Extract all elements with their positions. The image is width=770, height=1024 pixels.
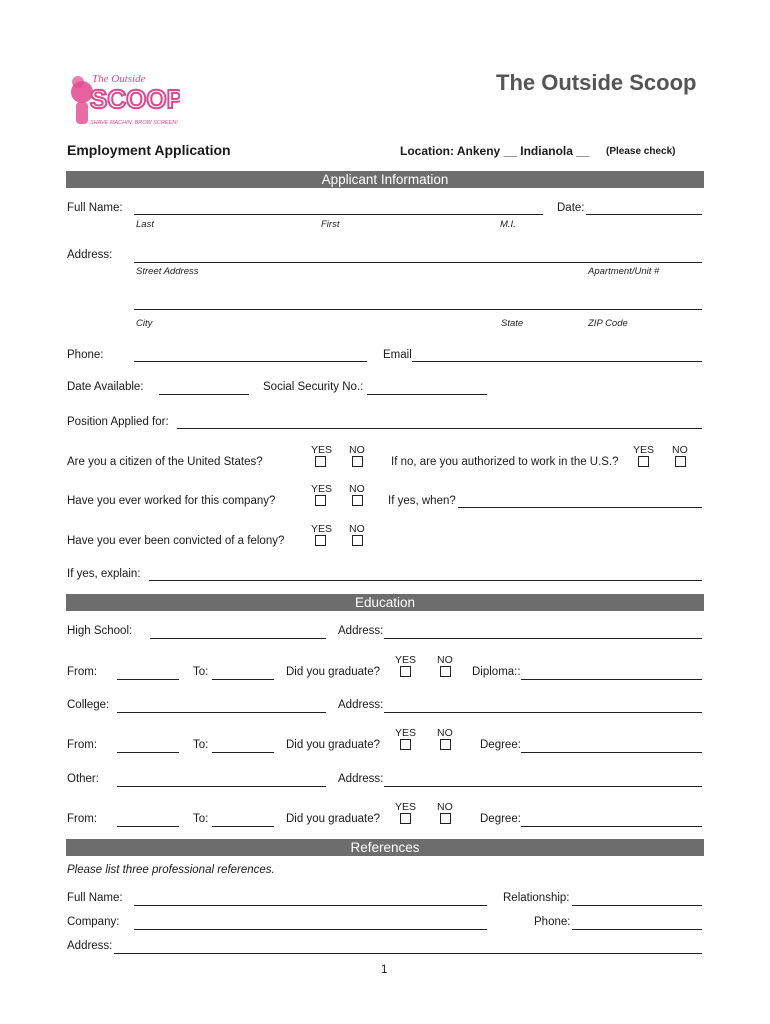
ref-company-label: Company: <box>67 916 120 928</box>
company-logo <box>68 68 180 130</box>
felony-question: Have you ever been convicted of a felony? <box>67 535 285 547</box>
location-label: Location: Ankeny __ Indianola __ <box>400 144 590 158</box>
college-to-field[interactable] <box>212 752 274 753</box>
college-to-label: To: <box>193 739 209 751</box>
logo-tagline: SHAVE MACHIN, BROW SCREEN! <box>90 120 178 126</box>
other-address-label: Address: <box>338 773 384 785</box>
hs-no-checkbox[interactable] <box>440 666 451 677</box>
hs-to-field[interactable] <box>212 679 274 680</box>
ref-address-label: Address: <box>67 940 113 952</box>
address-label: Address: <box>67 249 113 261</box>
worked-question: Have you ever worked for this company? <box>67 495 276 507</box>
authorized-yes-label: YES <box>633 444 655 456</box>
other-yes-label: YES <box>395 801 417 813</box>
explain-label: If yes, explain: <box>67 568 141 580</box>
phone-label: Phone: <box>67 349 104 361</box>
form-title: Employment Application <box>67 142 231 158</box>
ref-phone-field[interactable] <box>572 929 702 930</box>
diploma-field[interactable] <box>521 679 702 680</box>
other-to-field[interactable] <box>212 826 274 827</box>
college-degree-field[interactable] <box>521 752 702 753</box>
other-label: Other: <box>67 773 99 785</box>
ref-address-field[interactable] <box>114 953 702 954</box>
ref-company-field[interactable] <box>134 929 487 930</box>
college-yes-checkbox[interactable] <box>400 739 411 750</box>
college-yes-label: YES <box>395 727 417 739</box>
felony-no-label: NO <box>349 523 365 535</box>
logo-main-text: SCOOP <box>90 84 180 114</box>
authorized-question: If no, are you authorized to work in the U.S.? <box>391 456 619 468</box>
other-field[interactable] <box>117 786 326 787</box>
when-field[interactable] <box>458 507 702 508</box>
full-name-field[interactable] <box>134 214 543 215</box>
ref-phone-label: Phone: <box>534 916 571 928</box>
caption-mi: M.I. <box>500 219 516 230</box>
college-graduate-question: Did you graduate? <box>286 739 380 751</box>
ref-relationship-field[interactable] <box>572 905 702 906</box>
other-degree-label: Degree: <box>480 813 521 825</box>
other-from-label: From: <box>67 813 98 825</box>
citizen-no-label: NO <box>349 444 365 456</box>
date-available-field[interactable] <box>159 394 249 395</box>
email-label: Email <box>383 349 412 361</box>
section-references-header: References <box>66 839 704 856</box>
caption-first: First <box>321 219 340 230</box>
college-from-label: From: <box>67 739 98 751</box>
authorized-yes-checkbox[interactable] <box>638 456 649 467</box>
caption-zip: ZIP Code <box>588 318 628 329</box>
full-name-label: Full Name: <box>67 202 123 214</box>
high-school-field[interactable] <box>150 638 326 639</box>
hs-from-field[interactable] <box>117 679 179 680</box>
college-degree-label: Degree: <box>480 739 521 751</box>
college-label: College: <box>67 699 110 711</box>
authorized-no-checkbox[interactable] <box>675 456 686 467</box>
company-title: The Outside Scoop <box>496 70 697 95</box>
date-field[interactable] <box>586 214 702 215</box>
college-no-label: NO <box>437 727 453 739</box>
caption-city: City <box>136 318 153 329</box>
city-state-zip-field[interactable] <box>134 309 702 310</box>
section-education-header: Education <box>66 594 704 611</box>
section-applicant-header: Applicant Information <box>66 171 704 188</box>
citizen-no-checkbox[interactable] <box>352 456 363 467</box>
hs-from-label: From: <box>67 666 98 678</box>
felony-yes-label: YES <box>311 523 333 535</box>
other-graduate-question: Did you graduate? <box>286 813 380 825</box>
caption-street: Street Address <box>136 266 199 277</box>
citizen-yes-label: YES <box>311 444 333 456</box>
caption-state: State <box>501 318 524 329</box>
hs-to-label: To: <box>193 666 209 678</box>
ref-full-name-field[interactable] <box>134 905 487 906</box>
hs-no-label: NO <box>437 654 453 666</box>
high-school-label: High School: <box>67 625 133 637</box>
felony-no-checkbox[interactable] <box>352 535 363 546</box>
hs-yes-label: YES <box>395 654 417 666</box>
street-address-field[interactable] <box>134 262 702 263</box>
college-field[interactable] <box>117 712 326 713</box>
college-address-field[interactable] <box>384 712 702 713</box>
hs-yes-checkbox[interactable] <box>400 666 411 677</box>
ref-full-name-label: Full Name: <box>67 892 123 904</box>
position-field[interactable] <box>177 428 702 429</box>
other-to-label: To: <box>193 813 209 825</box>
explain-field[interactable] <box>149 580 702 581</box>
other-no-checkbox[interactable] <box>440 813 451 824</box>
college-from-field[interactable] <box>117 752 179 753</box>
college-address-label: Address: <box>338 699 384 711</box>
high-school-address-field[interactable] <box>384 638 702 639</box>
page-number: 1 <box>381 964 388 976</box>
other-yes-checkbox[interactable] <box>400 813 411 824</box>
location-note: (Please check) <box>606 146 676 157</box>
ssn-label: Social Security No.: <box>263 381 364 393</box>
ssn-field[interactable] <box>367 394 487 395</box>
references-instructions: Please list three professional references. <box>67 864 275 876</box>
citizen-yes-checkbox[interactable] <box>315 456 326 467</box>
worked-no-checkbox[interactable] <box>352 495 363 506</box>
hs-graduate-question: Did you graduate? <box>286 666 380 678</box>
when-label: If yes, when? <box>388 495 456 507</box>
date-label: Date: <box>557 202 585 214</box>
other-no-label: NO <box>437 801 453 813</box>
college-no-checkbox[interactable] <box>440 739 451 750</box>
worked-yes-label: YES <box>311 483 333 495</box>
caption-apt: Apartment/Unit # <box>588 266 660 277</box>
position-label: Position Applied for: <box>67 416 169 428</box>
felony-yes-checkbox[interactable] <box>315 535 326 546</box>
worked-no-label: NO <box>349 483 365 495</box>
logo-top-text: The Outside <box>92 73 146 85</box>
citizen-question: Are you a citizen of the United States? <box>67 456 263 468</box>
date-available-label: Date Available: <box>67 381 144 393</box>
high-school-address-label: Address: <box>338 625 384 637</box>
other-from-field[interactable] <box>117 826 179 827</box>
email-field[interactable] <box>412 361 702 362</box>
caption-last: Last <box>136 219 154 230</box>
ref-relationship-label: Relationship: <box>503 892 570 904</box>
phone-field[interactable] <box>134 361 367 362</box>
diploma-label: Diploma:: <box>472 666 521 678</box>
worked-yes-checkbox[interactable] <box>315 495 326 506</box>
authorized-no-label: NO <box>672 444 688 456</box>
other-degree-field[interactable] <box>521 826 702 827</box>
other-address-field[interactable] <box>384 786 702 787</box>
